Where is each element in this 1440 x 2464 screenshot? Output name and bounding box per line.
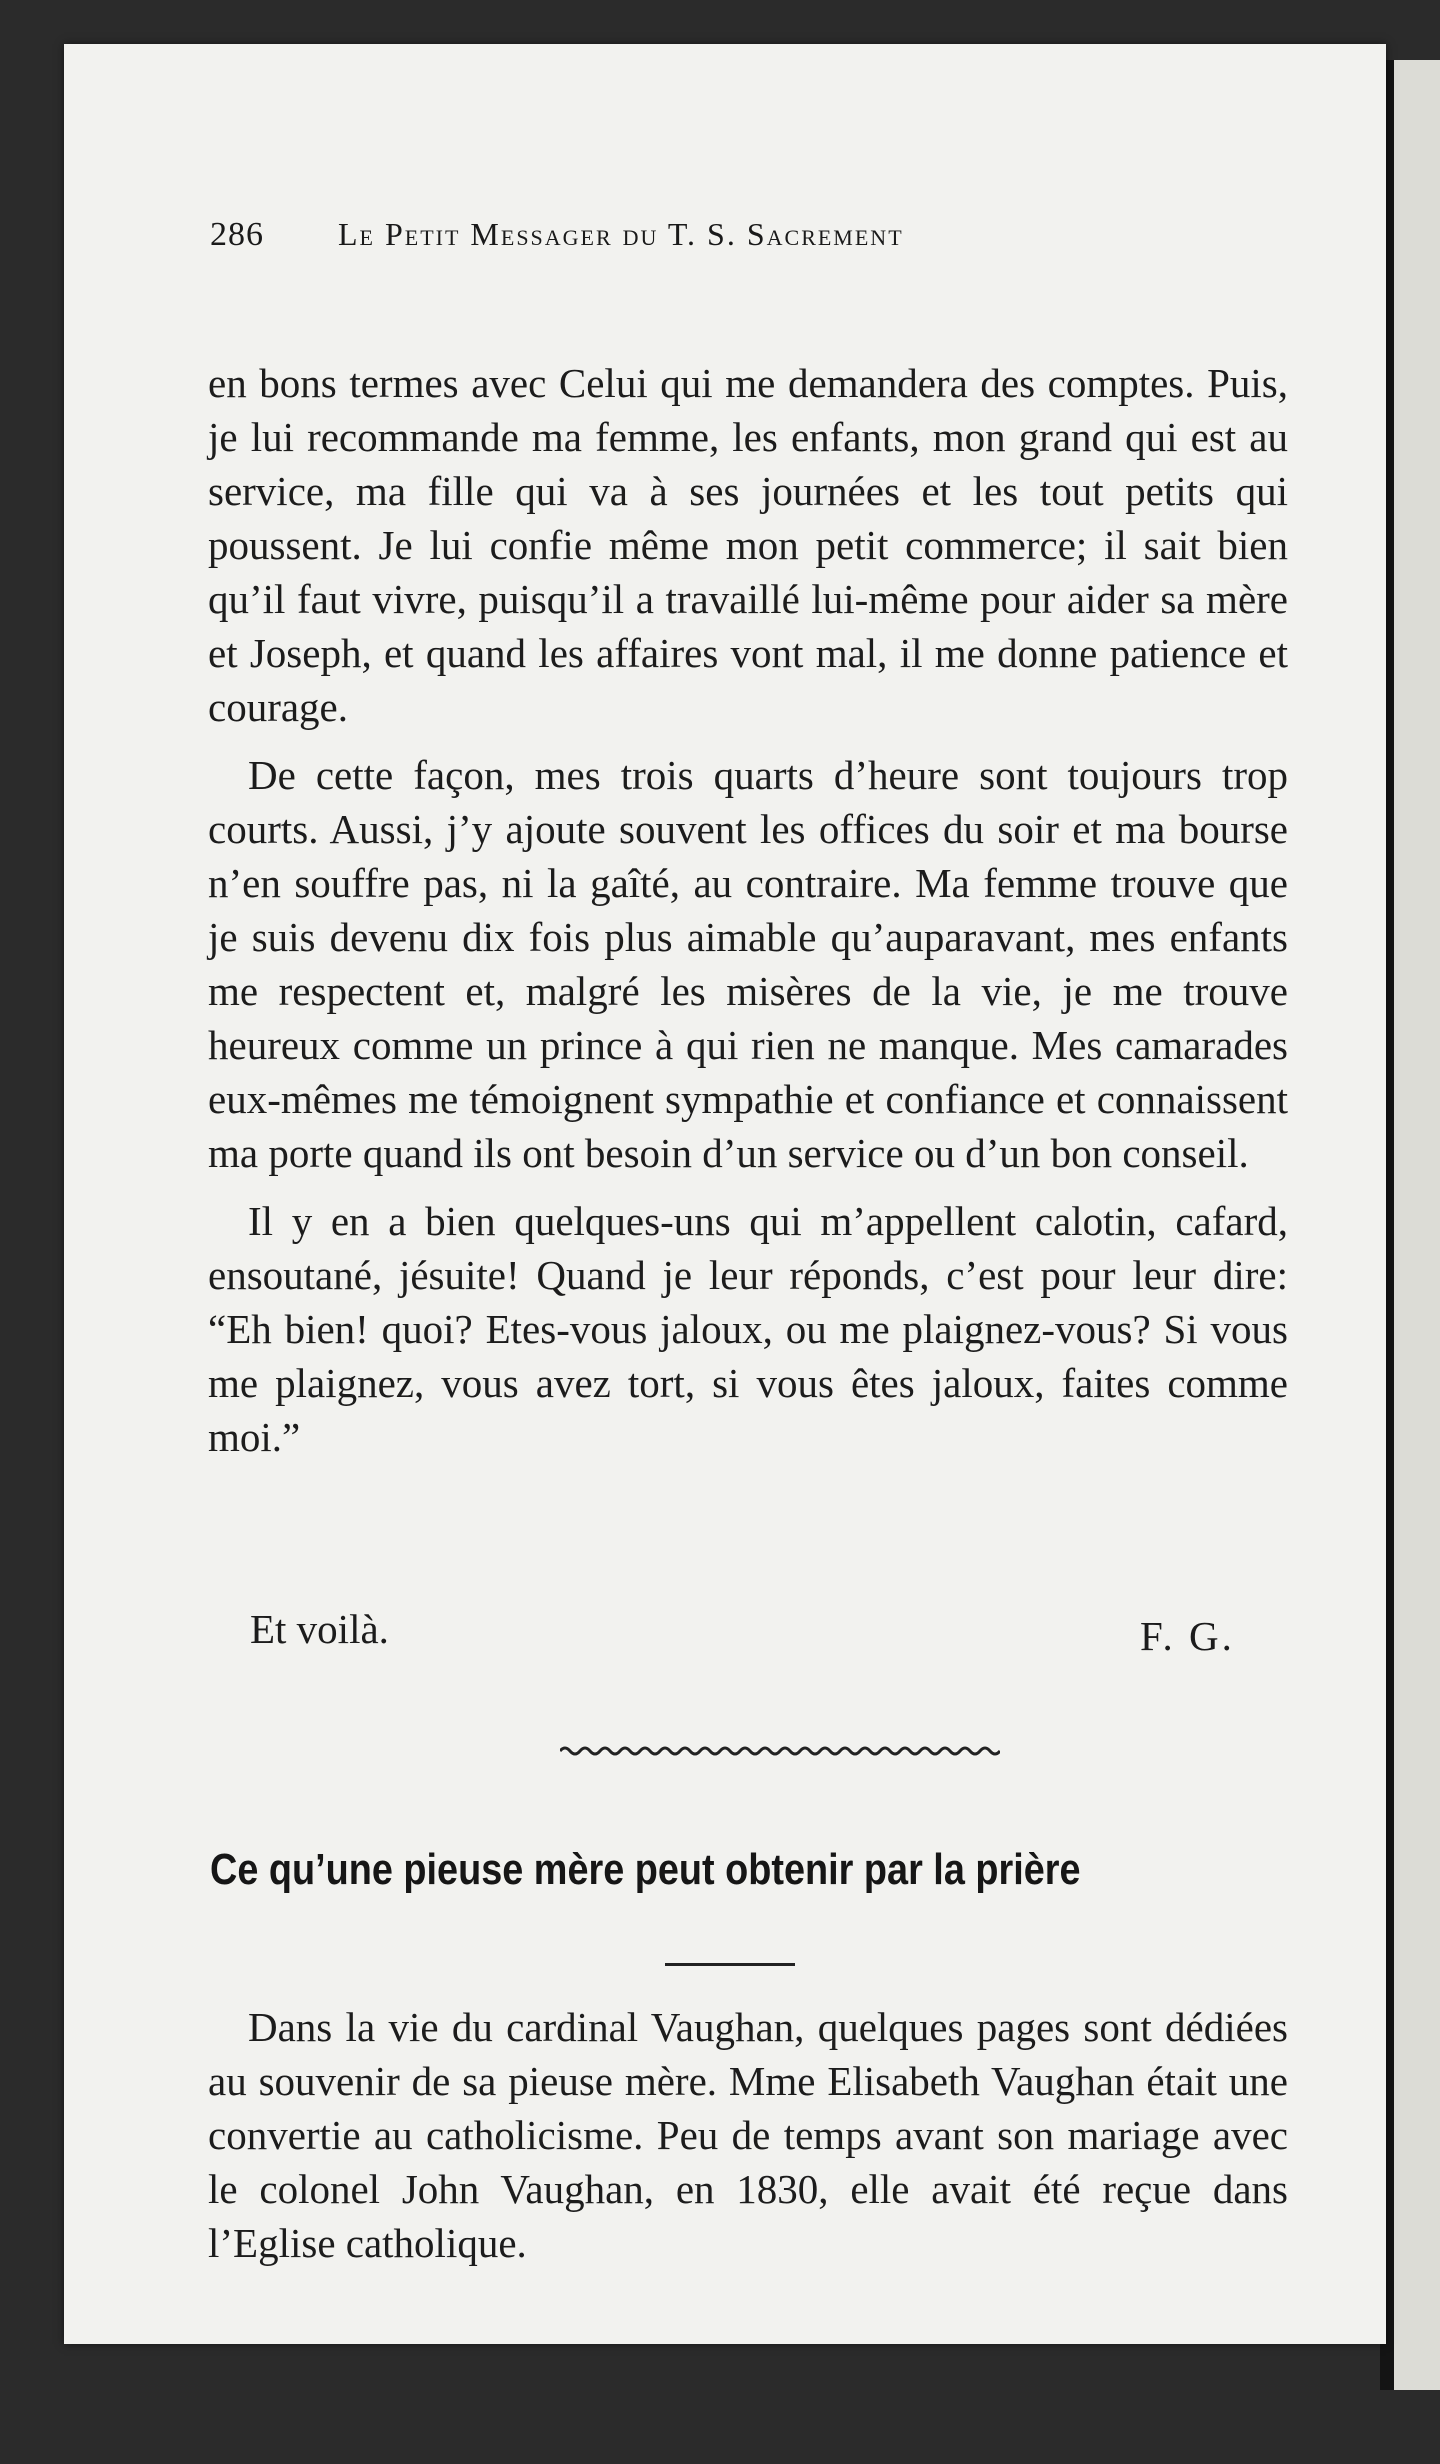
wavy-separator	[560, 1742, 1000, 1760]
page-header	[210, 216, 1210, 254]
running-title: Le Petit Messager du T. S. Sacrement	[338, 216, 904, 252]
page-number: 286	[210, 216, 264, 253]
closing-line: Et voilà.	[250, 1606, 389, 1652]
paragraph: Il y en a bien quelques-uns qui m’appellent calotin, cafard, ensoutané, jésuite! Quand je leur réponds, c’est pour leur dire: “Eh bien! quoi? Etes-vous jaloux, ou me plaignez-vous? Si vous me plaignez, vous avez tort, si vous êtes jaloux, faites comme moi.”	[208, 1198, 1288, 1460]
author-signature: F. G.	[1140, 1613, 1235, 1659]
adjacent-page-edge	[1380, 60, 1440, 2390]
paragraph: De cette façon, mes trois quarts d’heure sont toujours trop courts. Aussi, j’y ajoute souvent les offices du soir et ma bourse n’en souffre pas, ni la gaîté, au contraire. Ma femme trouve que je suis devenu dix fois plus aimable qu’auparavant, mes enfants me respectent et, malgré les misères de la vie, je me trouve heureux comme un prince à qui rien ne manque. Mes camarades eux-mêmes me témoignent sympathie et confiance et connaissent ma porte quand ils ont besoin d’un service ou d’un bon conseil.	[208, 752, 1288, 1176]
title-rule	[665, 1963, 795, 1966]
paragraph: Dans la vie du cardinal Vaughan, quelques pages sont dédiées au souvenir de sa pieuse mère. Mme Elisabeth Vaughan était une convertie au catholicisme. Peu de temps avant son mariage avec le colonel John Vaughan, en 1830, elle avait été reçue dans l’Eglise catholique.	[208, 2004, 1288, 2266]
article-text	[208, 2000, 1288, 2284]
story-text	[208, 356, 1288, 1478]
paragraph: en bons termes avec Celui qui me demandera des comptes. Puis, je lui recommande ma femme, les enfants, mon grand qui est au service, ma fille qui va à ses journées et les tout petits qui poussent. Je lui confie même mon petit commerce; il sait bien qu’il faut vivre, puisqu’il a travaillé lui-même pour aider sa mère et Joseph, et quand les affaires vont mal, il me donne patience et courage.	[208, 360, 1288, 730]
article-title: Ce qu’une pieuse mère peut obtenir par la prière	[210, 1845, 1081, 1894]
